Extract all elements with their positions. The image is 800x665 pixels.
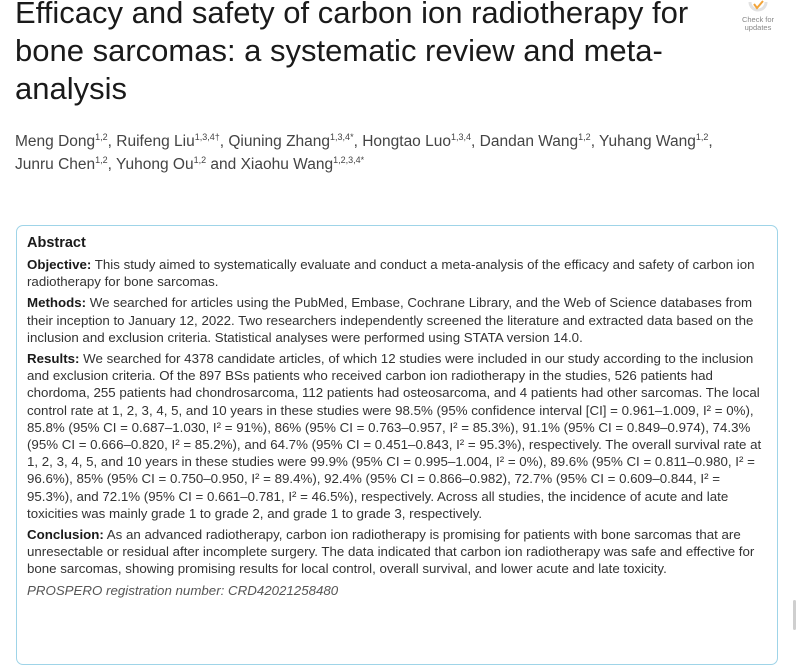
author-5: Dandan Wang$^{1,2}$, (479, 132, 600, 150)
conclusion-text: As an advanced radiotherapy, carbon ion radiotherapy is promising for patients with bone sarcomas that are unresectable or residual after incomplete surgery. The data indicated that carbon ion radiotherapy was safe and effective for bone sarcomas, showing promising results for local control, overall survival, and lower acute and late toxicity. (27, 527, 755, 577)
methods-paragraph (27, 294, 767, 346)
prospero-paragraph (27, 582, 767, 599)
abstract-box (16, 225, 778, 665)
abstract-heading: Abstract (27, 235, 86, 251)
author-3: Qiuning Zhang$^{1,3,4*}$, (228, 132, 363, 150)
methods-label: Methods: (27, 295, 87, 311)
check-updates-icon (747, 0, 769, 14)
author-8: Yuhong Ou$^{1,2}$ and (116, 155, 241, 173)
author-list (15, 130, 775, 176)
conclusion-paragraph (27, 526, 767, 578)
results-label: Results: (27, 351, 80, 367)
paper-title: Efficacy and safety of carbon ion radiotherapy for bone sarcomas: a systematic review and meta-analysis (15, 0, 689, 106)
check-for-updates-badge[interactable] (733, 0, 783, 32)
author-6: Yuhang Wang$^{1,2}$, (599, 132, 713, 150)
author-4: Hongtao Luo$^{1,3,4}$, (362, 132, 480, 150)
badge-line1: Check for (741, 15, 775, 24)
objective-text: This study aimed to systematically evaluate and conduct a meta-analysis of the efficacy and safety of carbon ion radiotherapy for bone sarcomas. (27, 257, 755, 290)
objective-paragraph (27, 256, 767, 290)
author-9: Xiaohu Wang$^{1,2,3,4*}$ (240, 155, 365, 173)
results-text: We searched for 4378 candidate articles, of which 12 studies were included in our study according to the inclusion and exclusion criteria. Of the 897 BSs patients who received carbon ion radiotherapy in the studies, 526 patients had chordoma, 255 patients had chondrosarcoma, 112 patients had osteosarcoma, and 4 patients had other sarcomas. The local control rate at 1, 2, 3, 4, 5, and 10 years in these studies were 98.5% (95% confidence interval [CI] = 0.961–1.009, I² = 0%), 85.8% (95% CI = 0.687–1.030, I² = 91%), 86% (95% CI = 0.763–0.957, I² = 85.3%), 91.1% (95% CI = 0.849–0.974), 74.3% (95% CI = 0.666–0.820, I² = 85.2%), and 64.7% (95% CI = 0.451–0.843, I² = 95.3%), respectively. The overall survival rate at 1, 2, 3, 4, 5, and 10 years in these studies were 99.9% (95% CI = 0.995–1.004, I² = 0%), 89.6% (95% CI = 0.811–0.980, I² = 96.6%), 85% (95% CI = 0.750–0.950, I² = 89.4%), 92.4% (95% CI = 0.866–0.982), 72.7% (95% CI = 0.609–0.844, I² = 95.3%), and 72.1% (95% CI = 0.661–0.781, I² = 46.5%), respectively. Across all studies, the incidence of acute and late toxicities was mainly grade 1 to grade 2, and grade 1 to grade 3, respectively. (27, 351, 762, 521)
methods-text: We searched for articles using the PubMed, Embase, Cochrane Library, and the Web of Science databases from their inception to January 12, 2022. Two researchers independently screened the literature and extracted data based on the inclusion and exclusion criteria. Statistical analyses were performed using STATA version 14.0. (27, 295, 754, 345)
page-scrollbar[interactable] (793, 600, 796, 630)
prospero-label: PROSPERO registration number: (27, 582, 225, 598)
conclusion-label: Conclusion: (27, 527, 104, 543)
objective-label: Objective: (27, 257, 92, 272)
results-paragraph (27, 350, 767, 522)
badge-line2: updates (744, 23, 772, 32)
author-7: Junru Chen$^{1,2}$, (15, 155, 116, 173)
prospero-value: CRD42021258480 (228, 582, 339, 598)
author-2: Ruifeng Liu$^{1,3,4\dagger}$, (116, 132, 229, 150)
author-1: Meng Dong$^{1,2}$, (15, 132, 117, 150)
